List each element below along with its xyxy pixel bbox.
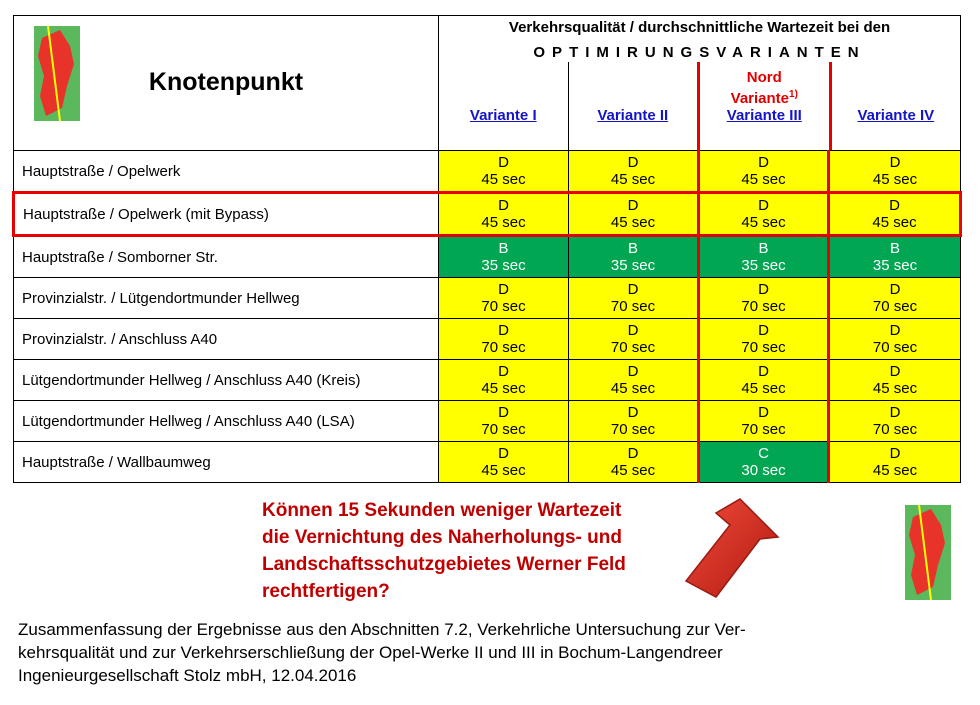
- quality-cell: [699, 193, 829, 236]
- quality-cell: [439, 193, 569, 236]
- quality-cell: [569, 151, 699, 193]
- nord-label: Nord: [746, 69, 782, 86]
- quality-level: D: [627, 281, 639, 298]
- quality-level: D: [758, 322, 769, 339]
- variant-1-link[interactable]: Variante I: [469, 107, 537, 124]
- wait-time: 45 sec: [481, 380, 526, 397]
- table-row: [14, 278, 961, 319]
- quality-cell: [829, 319, 961, 360]
- quality-level: D: [498, 404, 509, 421]
- quality-cell: [439, 319, 569, 360]
- wait-time: 70 sec: [872, 298, 918, 315]
- quality-level: D: [758, 197, 769, 214]
- wait-time: 70 sec: [610, 421, 656, 438]
- quality-level: D: [627, 404, 639, 421]
- wait-time: 45 sec: [741, 214, 786, 231]
- quality-level: D: [889, 322, 901, 339]
- quality-cell: [829, 360, 961, 401]
- knotenpunkt-name: Lütgendortmunder Hellweg / Anschluss A40 (LSA): [14, 401, 439, 442]
- quality-level: B: [890, 240, 901, 257]
- wait-time: 30 sec: [741, 462, 786, 479]
- quality-level: D: [498, 281, 509, 298]
- wait-time: 45 sec: [872, 462, 918, 479]
- footer-line-2: kehrsqualität und zur Verkehrserschließung der Opel-Werke II und III in Bochum-Langendreer: [18, 643, 723, 662]
- quality-level: B: [627, 240, 638, 257]
- quality-level: B: [758, 240, 769, 257]
- variant-3-link[interactable]: Variante III: [726, 107, 802, 124]
- variant-header-4: [832, 62, 961, 150]
- quality-level: D: [498, 322, 509, 339]
- question-text: [262, 497, 682, 605]
- quality-cell: [439, 360, 569, 401]
- quality-level: D: [627, 363, 639, 380]
- quality-cell: [829, 193, 961, 236]
- table-row: [14, 151, 961, 193]
- wait-time: 45 sec: [481, 214, 526, 231]
- wait-time: 70 sec: [741, 421, 786, 438]
- quality-cell: [569, 360, 699, 401]
- wait-time: 70 sec: [610, 298, 656, 315]
- quality-cell: [569, 193, 699, 236]
- quality-cell: [699, 401, 829, 442]
- quality-level: D: [889, 281, 901, 298]
- quality-cell: [439, 401, 569, 442]
- variants-header: [439, 16, 961, 151]
- table-row: [14, 193, 961, 236]
- quality-cell: [699, 319, 829, 360]
- quality-cell: [439, 151, 569, 193]
- wait-time: 45 sec: [610, 462, 656, 479]
- wait-time: 35 sec: [610, 257, 656, 274]
- quality-level: D: [889, 197, 900, 214]
- table-row: [14, 442, 961, 483]
- wait-time: 45 sec: [610, 171, 656, 188]
- wait-time: 70 sec: [610, 339, 656, 356]
- quality-level: B: [498, 240, 509, 257]
- question-line-4: rechtfertigen?: [262, 581, 390, 602]
- quality-level: D: [889, 445, 901, 462]
- quality-level: D: [627, 445, 639, 462]
- table-body: [14, 151, 961, 483]
- quality-level: D: [498, 197, 509, 214]
- wait-time: 70 sec: [481, 421, 526, 438]
- quality-level: C: [758, 445, 769, 462]
- table-row: [14, 319, 961, 360]
- wait-time: 45 sec: [741, 380, 786, 397]
- header-optimization-title: OPTIMIRUNGSVARIANTEN: [533, 44, 866, 61]
- wait-time: 70 sec: [481, 298, 526, 315]
- wait-time: 70 sec: [741, 339, 786, 356]
- wait-time: 35 sec: [481, 257, 526, 274]
- quality-level: D: [498, 445, 509, 462]
- table-row: [14, 401, 961, 442]
- variant-columns: [439, 62, 960, 150]
- variant-header-1: [439, 62, 568, 150]
- quality-cell: [439, 442, 569, 483]
- knotenpunkt-name: Hauptstraße / Wallbaumweg: [14, 442, 439, 483]
- wait-time: 45 sec: [872, 380, 918, 397]
- quality-level: D: [758, 154, 769, 171]
- quality-level: D: [889, 363, 901, 380]
- wait-time: 70 sec: [872, 339, 918, 356]
- quality-cell: [699, 442, 829, 483]
- quality-level: D: [889, 404, 901, 421]
- footer-line-3: Ingenieurgesellschaft Stolz mbH, 12.04.2016: [18, 666, 357, 685]
- map-logo-small-icon: [905, 505, 951, 600]
- quality-cell: [699, 360, 829, 401]
- quality-cell: [699, 236, 829, 278]
- wait-time: 35 sec: [872, 257, 918, 274]
- wait-time: 45 sec: [610, 380, 656, 397]
- results-table: [12, 15, 962, 483]
- red-arrow-icon: [668, 497, 788, 607]
- quality-cell: [829, 442, 961, 483]
- quality-level: D: [758, 363, 769, 380]
- knotenpunkt-name: Hauptstraße / Opelwerk: [14, 151, 439, 193]
- footer-text: [18, 618, 968, 687]
- footer-line-1: Zusammenfassung der Ergebnisse aus den Abschnitten 7.2, Verkehrliche Untersuchung zur Ver-: [18, 620, 746, 639]
- quality-cell: [699, 278, 829, 319]
- wait-time: 70 sec: [481, 339, 526, 356]
- results-table-container: [12, 15, 959, 490]
- variant-header-3: [697, 62, 832, 150]
- quality-cell: [569, 236, 699, 278]
- knotenpunkt-header: [14, 16, 439, 151]
- quality-level: D: [498, 363, 509, 380]
- wait-time: 45 sec: [872, 214, 917, 231]
- quality-level: D: [889, 154, 901, 171]
- wait-time: 45 sec: [872, 171, 918, 188]
- wait-time: 45 sec: [481, 462, 526, 479]
- quality-level: D: [758, 404, 769, 421]
- quality-cell: [829, 401, 961, 442]
- quality-level: D: [758, 281, 769, 298]
- quality-cell: [439, 278, 569, 319]
- quality-level: D: [498, 154, 509, 171]
- variant-4-link[interactable]: Variante IV: [857, 107, 935, 124]
- nord-variante-label: Variante$^{1)}$: [730, 89, 798, 107]
- variant-header-2: [568, 62, 698, 150]
- quality-level: D: [627, 154, 639, 171]
- header-row: [14, 16, 961, 151]
- wait-time: 35 sec: [741, 257, 786, 274]
- knotenpunkt-name: Hauptstraße / Somborner Str.: [14, 236, 439, 278]
- quality-level: D: [627, 197, 639, 214]
- quality-cell: [569, 442, 699, 483]
- knotenpunkt-name: Hauptstraße / Opelwerk (mit Bypass): [14, 193, 439, 236]
- knotenpunkt-title: Knotenpunkt: [148, 68, 304, 96]
- variant-2-link[interactable]: Variante II: [597, 107, 669, 124]
- wait-time: 45 sec: [741, 171, 786, 188]
- quality-cell: [829, 151, 961, 193]
- question-line-3: Landschaftsschutzgebietes Werner Feld: [262, 554, 626, 575]
- quality-cell: [569, 319, 699, 360]
- knotenpunkt-name: Provinzialstr. / Anschluss A40: [14, 319, 439, 360]
- header-subtitle: Verkehrsqualität / durchschnittliche Wartezeit bei den: [508, 19, 891, 36]
- wait-time: 45 sec: [481, 171, 526, 188]
- question-line-1: Können 15 Sekunden weniger Wartezeit: [262, 500, 622, 521]
- quality-cell: [569, 401, 699, 442]
- wait-time: 70 sec: [741, 298, 786, 315]
- quality-cell: [569, 278, 699, 319]
- quality-cell: [829, 278, 961, 319]
- table-row: [14, 236, 961, 278]
- table-row: [14, 360, 961, 401]
- question-line-2: die Vernichtung des Naherholungs- und: [262, 527, 622, 548]
- quality-level: D: [627, 322, 639, 339]
- wait-time: 45 sec: [610, 214, 656, 231]
- quality-cell: [699, 151, 829, 193]
- quality-cell: [829, 236, 961, 278]
- knotenpunkt-name: Provinzialstr. / Lütgendortmunder Hellweg: [14, 278, 439, 319]
- wait-time: 70 sec: [872, 421, 918, 438]
- knotenpunkt-name: Lütgendortmunder Hellweg / Anschluss A40 (Kreis): [14, 360, 439, 401]
- quality-cell: [439, 236, 569, 278]
